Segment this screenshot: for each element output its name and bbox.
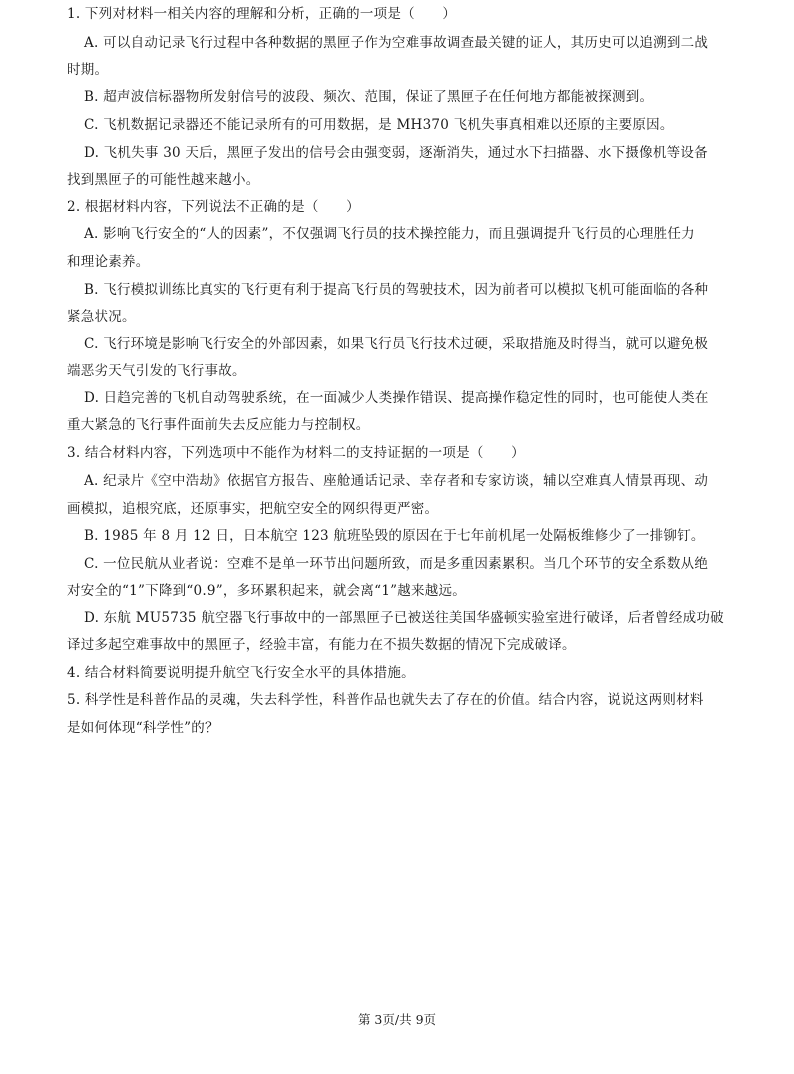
- question-1-option-d-line-1: D. 飞机失事 30 天后，黑匣子发出的信号会由强变弱，逐渐消失，通过水下扫描器、水下摄像机等设备: [84, 145, 708, 161]
- question-4-stem: 4. 结合材料简要说明提升航空飞行安全水平的具体措施。: [67, 665, 415, 681]
- question-3-option-d-line-1: D. 东航 MU5735 航空器飞行事故中的一部黑匣子已被送往美国华盛顿实验室进行破译，后者曾经成功破: [84, 610, 724, 626]
- question-2-option-d-line-2: 重大紧急的飞行事件面前失去反应能力与控制权。: [67, 417, 370, 433]
- question-3-option-b: B. 1985 年 8 月 12 日，日本航空 123 航班坠毁的原因在于七年前机尾一处隔板维修少了一排铆钉。: [84, 528, 705, 544]
- question-2-option-c-line-2: 端恶劣天气引发的飞行事故。: [67, 363, 246, 379]
- question-2-option-b-line-1: B. 飞行模拟训练比真实的飞行更有利于提高飞行员的驾驶技术，因为前者可以模拟飞机可能面临的各种: [84, 282, 709, 298]
- question-1-option-d-line-2: 找到黑匣子的可能性越来越小。: [67, 172, 260, 188]
- question-3-option-d-line-2: 译过多起空难事故中的黑匣子，经验丰富，有能力在不损失数据的情况下完成破译。: [67, 637, 576, 653]
- question-2-option-a-line-2: 和理论素养。: [67, 254, 150, 270]
- question-3-option-c-line-2: 对安全的“1”下降到“0.9”，多环累积起来，就会离“1”越来越远。: [67, 583, 467, 599]
- question-3-stem: 3. 结合材料内容，下列选项中不能作为材料二的支持证据的一项是（ ）: [67, 445, 525, 461]
- question-3-option-a-line-2: 画模拟，追根究底，还原事实，把航空安全的网织得更严密。: [67, 501, 439, 517]
- question-5-stem-line-1: 5. 科学性是科普作品的灵魂，失去科学性，科普作品也就失去了存在的价值。结合内容，说说这两则材料: [67, 692, 704, 708]
- question-2-option-d-line-1: D. 日趋完善的飞机自动驾驶系统，在一面减少人类操作错误、提高操作稳定性的同时，也可能使人类在: [84, 390, 709, 406]
- question-5-stem-line-2: 是如何体现“科学性”的？: [67, 720, 219, 736]
- page-number: 第 3页/共 9页: [357, 1012, 437, 1027]
- question-1-stem: 1. 下列对材料一相关内容的理解和分析，正确的一项是（ ）: [67, 6, 457, 22]
- question-1-option-a-line-2: 时期。: [67, 62, 109, 78]
- question-2-stem: 2. 根据材料内容，下列说法不正确的是（ ）: [67, 199, 360, 215]
- question-2-option-a-line-1: A. 影响飞行安全的“人的因素”，不仅强调飞行员的技术操控能力，而且强调提升飞行员的心理胜任力: [84, 226, 695, 242]
- question-2-option-b-line-2: 紧急状况。: [67, 309, 136, 325]
- question-3-option-a-line-1: A. 纪录片《空中浩劫》依据官方报告、座舱通话记录、幸存者和专家访谈，辅以空难真人情景再现、动: [84, 473, 709, 489]
- question-3-option-c-line-1: C. 一位民航从业者说：空难不是单一环节出问题所致，而是多重因素累积。当几个环节的安全系数从绝: [84, 556, 709, 572]
- question-1-option-a-line-1: A. 可以自动记录飞行过程中各种数据的黑匣子作为空难事故调查最关键的证人，其历史可以追溯到二战: [84, 35, 709, 51]
- question-2-option-c-line-1: C. 飞行环境是影响飞行安全的外部因素，如果飞行员飞行技术过硬，采取措施及时得当，就可以避免极: [84, 336, 709, 352]
- question-1-option-c: C. 飞机数据记录器还不能记录所有的可用数据，是 MH370 飞机失事真相难以还原的主要原因。: [84, 117, 674, 133]
- question-1-option-b: B. 超声波信标器物所发射信号的波段、频次、范围，保证了黑匣子在任何地方都能被探测到。: [84, 89, 654, 105]
